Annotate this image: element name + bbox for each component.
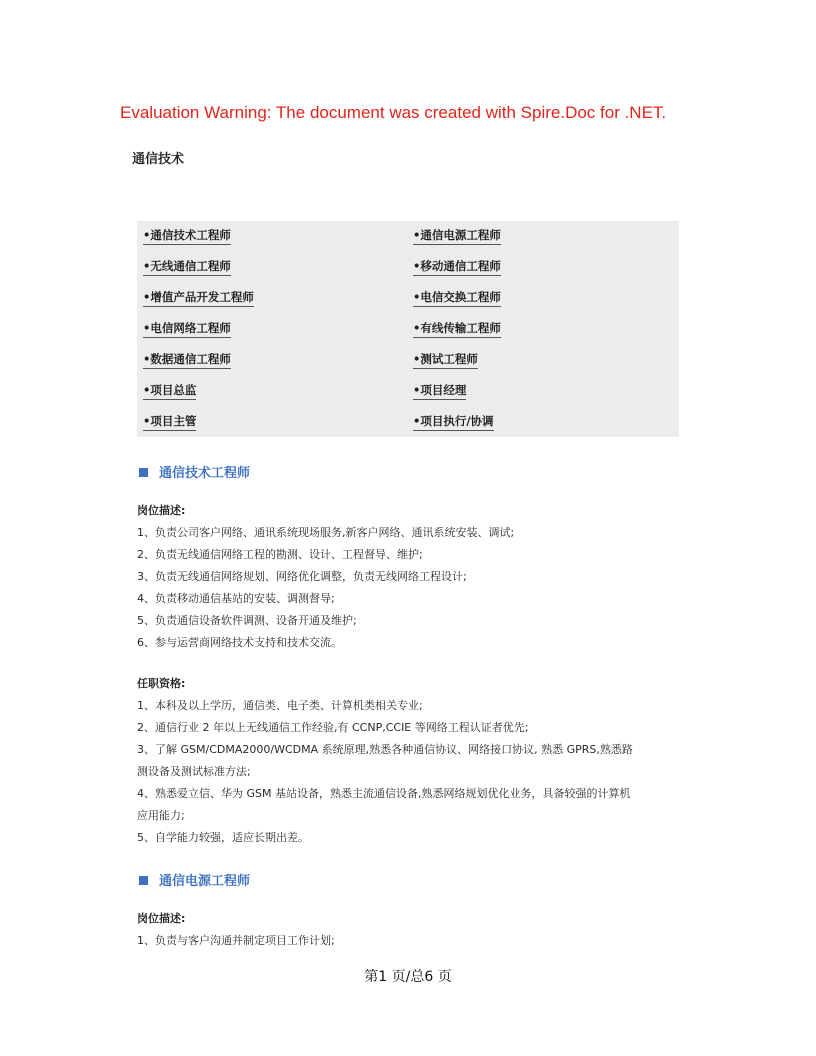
text-line: 6、参与运营商网络技术支持和技术交流。 [137, 636, 342, 649]
text-line: 2、负责无线通信网络工程的勘测、设计、工程督导、维护; [137, 548, 423, 561]
square-bullet-icon [139, 876, 148, 885]
square-bullet-icon [139, 468, 148, 477]
text-line: 5、自学能力较强，适应长期出差。 [137, 831, 309, 844]
job-description-label: 岗位描述: [137, 504, 186, 517]
job-link[interactable]: •移动通信工程师 [413, 258, 501, 276]
job-link[interactable]: •数据通信工程师 [143, 351, 231, 369]
text-line: 测设备及测试标准方法; [137, 765, 251, 778]
section-heading-text: 通信技术工程师 [159, 466, 251, 481]
section-heading [139, 870, 250, 889]
job-link[interactable]: •无线通信工程师 [143, 258, 231, 276]
job-links-box [137, 221, 679, 437]
text-line: 3、负责无线通信网络规划、网络优化调整，负责无线网络工程设计; [137, 570, 467, 583]
page-footer: 第1 页/总6 页 [364, 969, 452, 985]
job-link[interactable]: •项目执行/协调 [413, 413, 494, 431]
text-line: 4、负责移动通信基站的安装、调测督导; [137, 592, 335, 605]
text-line: 1、本科及以上学历，通信类、电子类、计算机类相关专业; [137, 699, 423, 712]
evaluation-warning: Evaluation Warning: The document was created with Spire.Doc for .NET. [120, 103, 667, 122]
text-line: 1、负责与客户沟通并制定项目工作计划; [137, 934, 335, 947]
job-link[interactable]: •通信技术工程师 [143, 227, 231, 245]
text-line: 2、通信行业 2 年以上无线通信工作经验,有 CCNP,CCIE 等网络工程认证者优先; [137, 721, 529, 734]
text-line: 4、熟悉爱立信、华为 GSM 基站设备，熟悉主流通信设备,熟悉网络规划优化业务，具备较强的计算机 [137, 787, 631, 800]
text-line: 3、了解 GSM/CDMA2000/WCDMA 系统原理,熟悉各种通信协议、网络接口协议, 熟悉 GPRS,熟悉路 [137, 743, 633, 756]
job-link[interactable]: •电信交换工程师 [413, 289, 501, 307]
job-link[interactable]: •项目主管 [143, 413, 196, 431]
job-link[interactable]: •项目总监 [143, 382, 196, 400]
job-description-label: 岗位描述: [137, 912, 186, 925]
job-link[interactable]: •项目经理 [413, 382, 466, 400]
qualifications-label: 任职资格: [137, 677, 186, 690]
section-heading-text: 通信电源工程师 [159, 874, 251, 889]
section-heading [139, 462, 250, 481]
job-link[interactable]: •通信电源工程师 [413, 227, 501, 245]
job-link[interactable]: •电信网络工程师 [143, 320, 231, 338]
text-line: 1、负责公司客户网络、通讯系统现场服务,新客户网络、通讯系统安装、调试; [137, 526, 515, 539]
text-line: 应用能力; [137, 809, 185, 822]
job-link[interactable]: •有线传输工程师 [413, 320, 501, 338]
job-link[interactable]: •增值产品开发工程师 [143, 289, 254, 307]
page-title: 通信技术 [132, 152, 185, 167]
text-line: 5、负责通信设备软件调测、设备开通及维护; [137, 614, 357, 627]
job-link[interactable]: •测试工程师 [413, 351, 478, 369]
